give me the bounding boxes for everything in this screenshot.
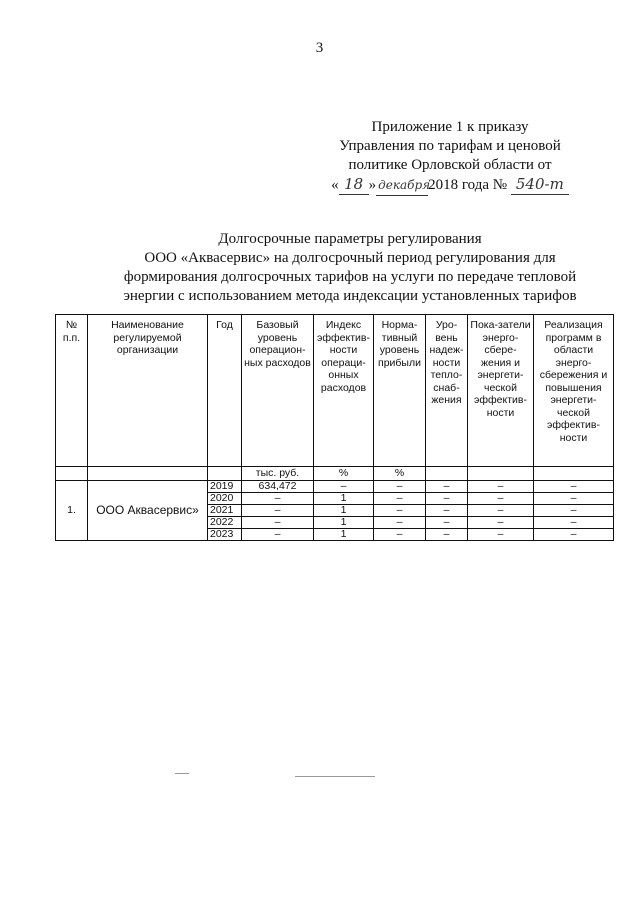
header-profit-level: Норма-тивный уровень прибыли [374, 315, 426, 467]
header-base-level: Базовый уровень операцион-ных расходов [242, 315, 314, 467]
header-year: Год [208, 315, 242, 467]
cell-program: – [534, 504, 614, 516]
date-open-quote: « [331, 177, 339, 193]
unit-empty [208, 467, 242, 481]
date-year-text: 2018 года № [428, 177, 508, 193]
appendix-block [300, 118, 600, 196]
table-header-row [56, 315, 614, 467]
cell-energy: – [468, 504, 534, 516]
unit-index: % [314, 467, 374, 481]
organization-name: ООО Аквасервис» [88, 480, 208, 540]
cell-program: – [534, 516, 614, 528]
handwritten-day: 18 [339, 175, 369, 195]
heading-line-2: ООО «Аквасервис» на долгосрочный период регулирования для [144, 250, 556, 266]
cell-base: – [242, 528, 314, 540]
appendix-line-3: политике Орловской области от [348, 157, 552, 173]
unit-reliability [426, 467, 468, 481]
handwritten-order-number: 540-т [511, 175, 569, 195]
cell-program: – [534, 480, 614, 492]
cell-base: – [242, 516, 314, 528]
unit-empty [56, 467, 88, 481]
cell-program: – [534, 492, 614, 504]
cell-index: – [314, 480, 374, 492]
cell-index: 1 [314, 504, 374, 516]
cell-profit: – [374, 528, 426, 540]
appendix-line-2: Управления по тарифам и ценовой [339, 138, 561, 154]
cell-year: 2021 [208, 504, 242, 516]
cell-energy: – [468, 528, 534, 540]
cell-profit: – [374, 504, 426, 516]
cell-energy: – [468, 516, 534, 528]
cell-reliability: – [426, 492, 468, 504]
cell-index: 1 [314, 516, 374, 528]
unit-energy [468, 467, 534, 481]
header-reliability: Уро-вень надеж-ности тепло-снаб-жения [426, 315, 468, 467]
cell-year: 2020 [208, 492, 242, 504]
handwritten-month: декабря [376, 176, 428, 196]
unit-program [534, 467, 614, 481]
unit-base: тыс. руб. [242, 467, 314, 481]
cell-year: 2019 [208, 480, 242, 492]
scan-mark [295, 776, 375, 777]
unit-empty [88, 467, 208, 481]
cell-profit: – [374, 516, 426, 528]
row-number: 1. [56, 480, 88, 540]
cell-index: 1 [314, 528, 374, 540]
header-energy-indicators: Пока-затели энерго-сбере-жения и энергети-ческой эффектив-ности [468, 315, 534, 467]
unit-profit: % [374, 467, 426, 481]
cell-reliability: – [426, 528, 468, 540]
header-row-number: № п.п. [56, 315, 88, 467]
cell-reliability: – [426, 504, 468, 516]
page-number: 3 [315, 40, 324, 56]
heading-line-4: энергии с использованием метода индексации установленных тарифов [123, 288, 577, 304]
heading-line-1: Долгосрочные параметры регулирования [218, 231, 482, 247]
cell-year: 2023 [208, 528, 242, 540]
cell-reliability: – [426, 480, 468, 492]
cell-base: – [242, 492, 314, 504]
header-energy-program: Реализация программ в области энерго-сбережения и повышения энергети-ческой эффектив-ности [534, 315, 614, 467]
heading-line-3: формирования долгосрочных тарифов на услуги по передаче тепловой [123, 269, 577, 285]
cell-base: – [242, 504, 314, 516]
header-efficiency-index: Индекс эффектив-ности операци-онных расходов [314, 315, 374, 467]
cell-year: 2022 [208, 516, 242, 528]
cell-energy: – [468, 492, 534, 504]
table-row [56, 480, 614, 492]
parameters-table [55, 314, 614, 541]
scan-mark [175, 773, 189, 774]
document-heading [95, 230, 605, 306]
appendix-date-line [300, 175, 600, 196]
appendix-line-1: Приложение 1 к приказу [371, 119, 529, 135]
header-organization: Наименование регулируемой организации [88, 315, 208, 467]
cell-base: 634,472 [242, 480, 314, 492]
units-row [56, 467, 614, 481]
cell-reliability: – [426, 516, 468, 528]
scan-artifact-marks [175, 773, 385, 781]
cell-profit: – [374, 492, 426, 504]
date-close-quote: » [368, 177, 377, 193]
cell-profit: – [374, 480, 426, 492]
cell-index: 1 [314, 492, 374, 504]
cell-program: – [534, 528, 614, 540]
cell-energy: – [468, 480, 534, 492]
